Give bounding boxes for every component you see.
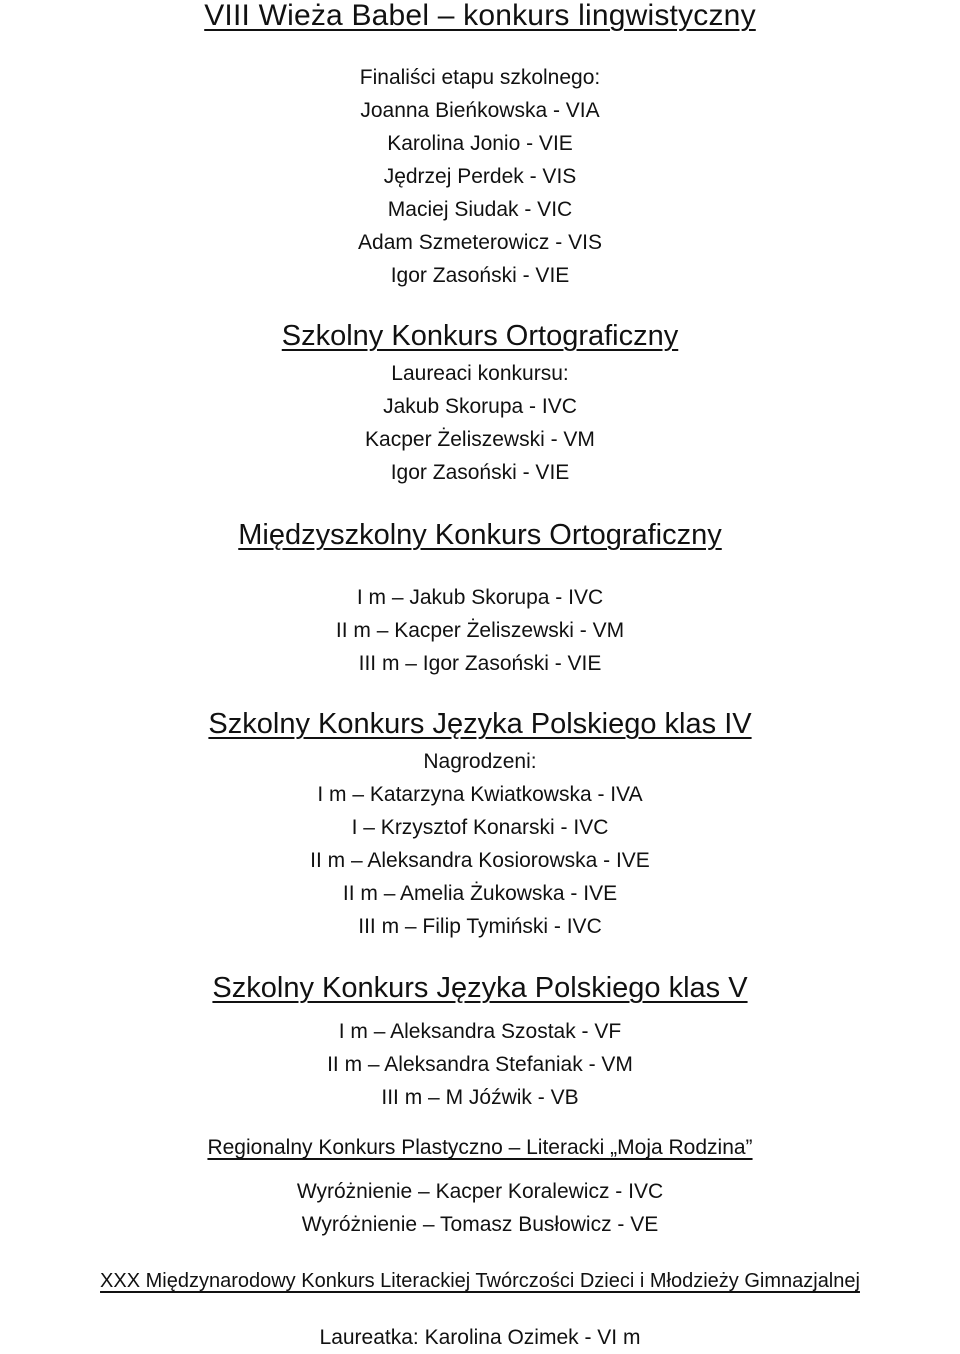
list-item: Finaliści etapu szkolnego: — [359, 66, 601, 89]
miedzyszkolny-ortograficzny-title: Międzyszkolny Konkurs Ortograficzny — [238, 519, 722, 551]
list-item: Karolina Jonio - VIE — [387, 132, 573, 155]
miedzyszkolny-ortograficzny-list — [0, 581, 960, 680]
list-item: III m – M Jóźwik - VB — [381, 1086, 579, 1109]
babel-title: VIII Wieża Babel – konkurs lingwistyczny — [204, 0, 756, 32]
list-item: II m – Amelia Żukowska - IVE — [342, 882, 618, 905]
polski-iv-list — [0, 745, 960, 943]
list-item: I m – Jakub Skorupa - IVC — [356, 586, 604, 609]
list-item: Laureaci konkursu: — [391, 362, 569, 385]
list-item: Kacper Żeliszewski - VM — [365, 428, 595, 451]
list-item: II m – Kacper Żeliszewski - VM — [335, 619, 625, 642]
list-item: Jakub Skorupa - IVC — [383, 395, 577, 418]
plastyczno-list — [0, 1175, 960, 1241]
miedzyszkolny-ortograficzny-section — [0, 519, 960, 551]
list-item: I – Krzysztof Konarski - IVC — [351, 816, 609, 839]
list-item: I m – Katarzyna Kwiatkowska - IVA — [317, 783, 643, 806]
plastyczno-section — [0, 1134, 960, 1162]
list-item: Jędrzej Perdek - VIS — [383, 165, 577, 188]
list-item: II m – Aleksandra Kosiorowska - IVE — [310, 849, 650, 872]
szkolny-ortograficzny-section — [0, 320, 960, 352]
list-item: Nagrodzeni: — [423, 750, 537, 773]
polski-v-title: Szkolny Konkurs Języka Polskiego klas V — [212, 972, 748, 1004]
list-item: Igor Zasoński - VIE — [390, 461, 570, 484]
babel-section — [0, 0, 960, 32]
literacki-list — [0, 1321, 960, 1354]
list-item: Maciej Siudak - VIC — [387, 198, 573, 221]
list-item: Adam Szmeterowicz - VIS — [358, 231, 602, 254]
polski-iv-section — [0, 708, 960, 740]
plastyczno-title: Regionalny Konkurs Plastyczno – Literacki „Moja Rodzina” — [207, 1136, 753, 1159]
literacki-section — [0, 1268, 960, 1294]
list-item: II m – Aleksandra Stefaniak - VM — [327, 1053, 633, 1076]
list-item: Wyróżnienie – Kacper Koralewicz - IVC — [296, 1180, 664, 1203]
szkolny-ortograficzny-title: Szkolny Konkurs Ortograficzny — [281, 320, 679, 352]
literacki-title: XXX Międzynarodowy Konkurs Literackiej Twórczości Dzieci i Młodzieży Gimnazjalnej — [100, 1270, 860, 1292]
list-item: Wyróżnienie – Tomasz Busłowicz - VE — [301, 1213, 659, 1236]
list-item: Joanna Bieńkowska - VIA — [360, 99, 600, 122]
list-item: Igor Zasoński - VIE — [390, 264, 570, 287]
babel-list — [0, 61, 960, 292]
list-item: I m – Aleksandra Szostak - VF — [338, 1020, 622, 1043]
szkolny-ortograficzny-list — [0, 357, 960, 489]
polski-iv-title: Szkolny Konkurs Języka Polskiego klas IV — [208, 708, 752, 740]
list-item: Laureatka: Karolina Ozimek - VI m — [319, 1326, 641, 1349]
list-item: III m – Filip Tymiński - IVC — [358, 915, 602, 938]
polski-v-section — [0, 972, 960, 1004]
list-item: III m – Igor Zasoński - VIE — [358, 652, 602, 675]
polski-v-list — [0, 1015, 960, 1114]
